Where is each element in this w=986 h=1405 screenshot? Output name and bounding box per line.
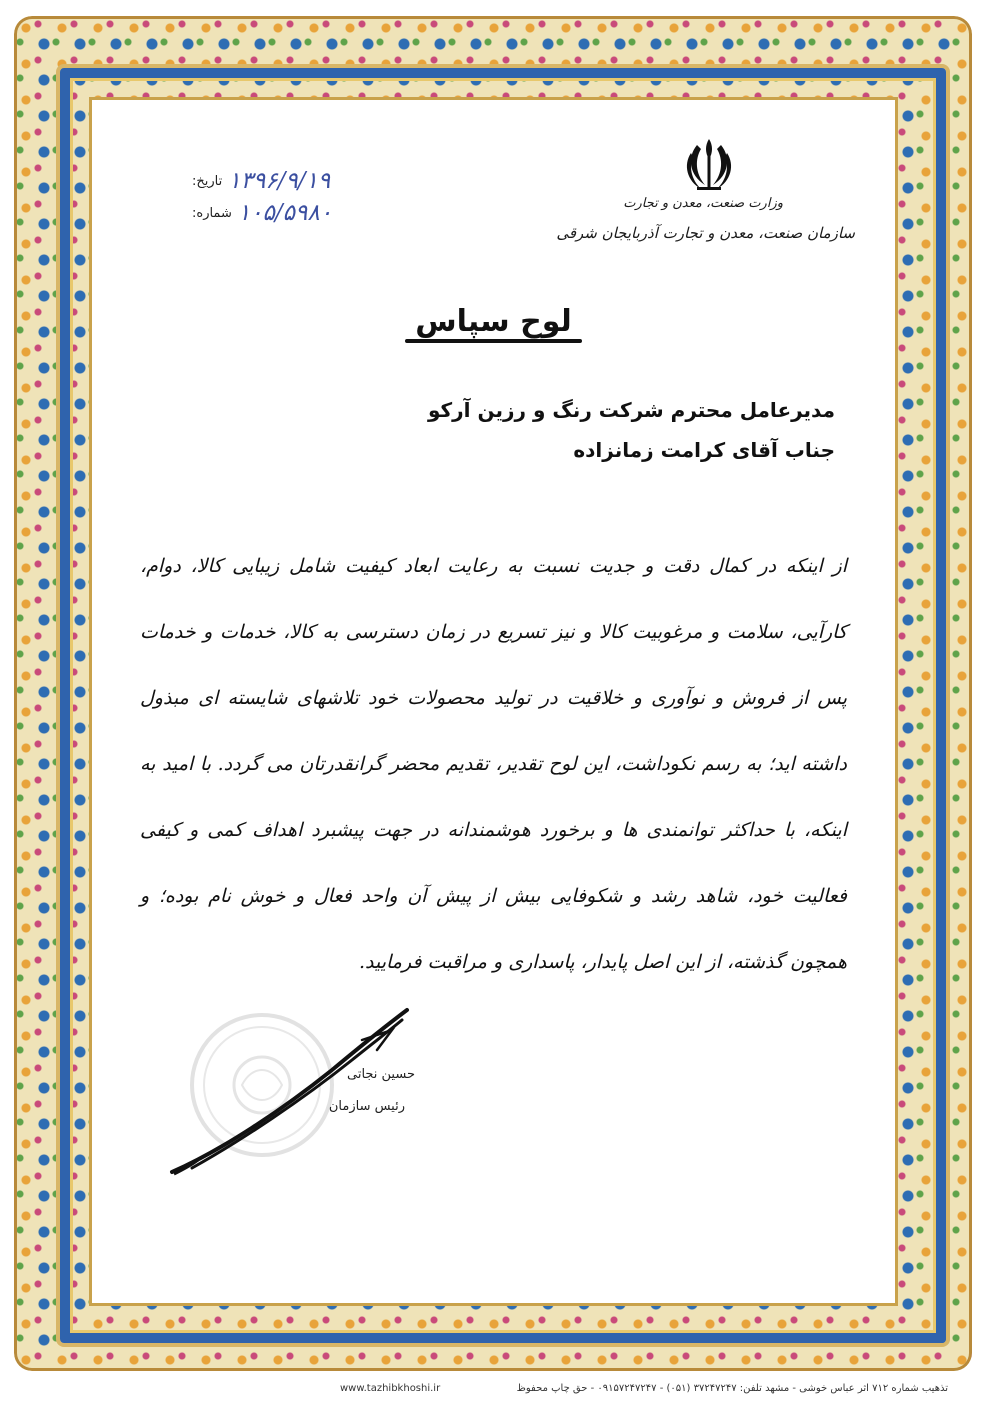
body-text <box>140 533 847 995</box>
signer-title: رئیس سازمان <box>328 1099 405 1114</box>
date-number-block <box>192 165 392 229</box>
footer-website: www.tazhibkhoshi.ir <box>340 1382 441 1394</box>
iran-emblem-icon <box>683 135 735 193</box>
organization-name: سازمان صنعت، معدن و تجارت آذربایجان شرقی <box>556 224 855 242</box>
footer-imprint: تذهیب شماره ۷۱۲ اثر عباس خوشی - مشهد تلفن: ۳۷۲۴۷۲۴۷ (۰۵۱) - ۰۹۱۵۷۲۴۷۲۴۷ - حق چاپ محفوظ <box>516 1382 948 1394</box>
number-value: ۱۰۵/۵۹۸۰ <box>237 200 333 226</box>
signer-name: حسین نجاتی <box>346 1067 415 1082</box>
addressee-line1: مدیرعامل محترم شرکت رنگ و رزین آرکو <box>427 398 835 422</box>
footer <box>0 1377 986 1399</box>
handwritten-signature-icon <box>162 1000 422 1180</box>
title-wrap <box>92 304 895 339</box>
ministry-name: وزارت صنعت، معدن و تجارت <box>623 196 783 211</box>
number-label: شماره: <box>192 205 232 221</box>
addressee-line2: جناب آقای کرامت زمانزاده <box>573 438 835 462</box>
certificate-page <box>92 100 895 1303</box>
date-label: تاریخ: <box>192 173 223 189</box>
number-row <box>192 197 392 229</box>
date-value: ۱۳۹۶/۹/۱۹ <box>228 168 331 194</box>
body-paragraph: از اینکه در کمال دقت و جدیت نسبت به رعایت ابعاد کیفیت شامل زیبایی کالا، دوام، کارآیی، سلامت و مرغوبیت کالا و نیز تسریع در زمان دسترسی به کالا، خدمات و خدمات پس از فروش و نوآوری و خلاقیت در تولید محصولات خود تلاشهای شایسته ای مبذول داشته اید؛ به رسم نکوداشت، این لوح تقدیر، تقدیم محضر گرانقدرتان می گردد. با امید به اینکه، با حداکثر توانمندی ها و برخورد هوشمندانه در جهت پیشبرد اهداف کمی و کیفی فعالیت خود، شاهد رشد و شکوفایی بیش از پیش آن واحد فعال و خوش نام بوده؛ و همچون گذشته، از این اصل پایدار، پاسداری و مراقبت فرمایید. <box>140 555 847 973</box>
date-row <box>192 165 392 197</box>
certificate-title: لوح سپاس <box>399 304 588 339</box>
